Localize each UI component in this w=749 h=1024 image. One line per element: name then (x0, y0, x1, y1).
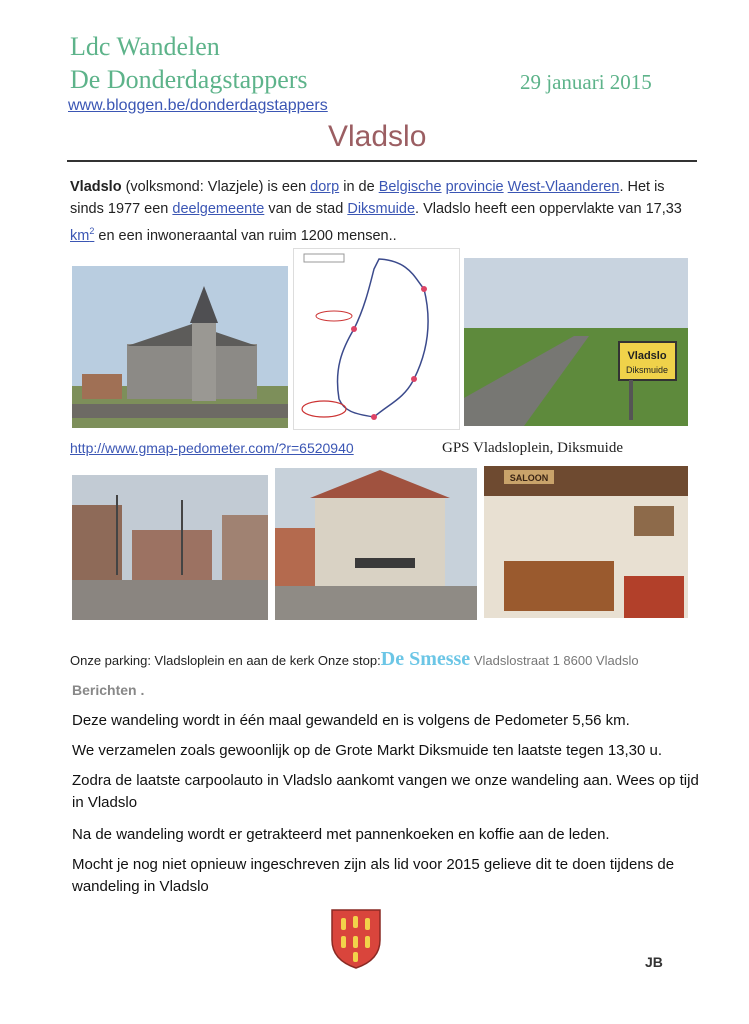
walk-date: 29 januari 2015 (520, 70, 652, 94)
intro-bold-name: Vladslo (70, 179, 122, 195)
route-map (293, 248, 460, 430)
link-dorp[interactable]: dorp (310, 179, 340, 195)
saloon-sign: SALOON (509, 473, 549, 483)
link-km[interactable]: $km^2$ (70, 226, 95, 244)
sign-line-1: Vladslo (627, 350, 667, 362)
coat-of-arms-icon (328, 906, 384, 970)
club-name (70, 30, 308, 96)
message-paragraph: Zodra de laatste carpoolauto in Vladslo aankomt vangen we onze wandeling aan. Wees op tijd in Vladslo (72, 772, 699, 811)
message-paragraph: Mocht je nog niet opnieuw ingeschreven zijn als lid voor 2015 gelieve dit te doen tijdens de wandeling in Vladslo (72, 856, 675, 895)
link-provincie[interactable]: provincie (445, 179, 504, 195)
cafe-exterior-photo (275, 468, 477, 620)
link-belgische[interactable]: Belgische (378, 179, 442, 195)
gps-location: GPS Vladsloplein, Diksmuide (442, 440, 623, 456)
parking-line (70, 648, 639, 671)
message-paragraph: Deze wandeling wordt in één maal gewandeld en is volgens de Pedometer 5,56 km. (72, 712, 630, 729)
link-deelgemeente[interactable]: deelgemeente (172, 201, 265, 217)
message-paragraph: We verzamelen zoals gewoonlijk op de Grote Markt Diksmuide ten laatste tegen 13,30 u. (72, 742, 663, 759)
page-title: Vladslo (328, 120, 427, 153)
gmap-pedometer-link[interactable]: http://www.gmap-pedometer.com/?r=6520940 (70, 440, 354, 456)
message-paragraph: Na de wandeling wordt er getrakteerd met pannenkoeken en koffie aan de leden. (72, 826, 610, 843)
signature: JB (645, 954, 663, 970)
sign-line-2: Diksmuide (625, 365, 669, 375)
berichten-heading: Berichten . (72, 682, 145, 698)
intro-paragraph (70, 176, 700, 247)
intro-text: van de stad (264, 201, 348, 217)
club-line-1: Ldc Wandelen (70, 32, 220, 61)
square-photo (72, 475, 268, 620)
intro-text: (volksmond: Vlazjele) is een (121, 179, 311, 195)
stop-name: De Smesse (380, 648, 471, 670)
intro-text: . Het is sinds 1977 een (70, 179, 665, 217)
parking-text: Onze parking: Vladsloplein en aan de kerk Onze stop: (70, 653, 381, 668)
intro-text: in de (339, 179, 379, 195)
title-divider (67, 160, 697, 162)
church-photo (72, 266, 288, 428)
intro-text: . Vladslo heeft een oppervlakte van 17,33 (415, 201, 682, 217)
club-line-2: De Donderdagstappers (70, 65, 308, 94)
intro-text: en een inwoneraantal van ruim 1200 mensen.. (94, 227, 397, 244)
link-west-vlaanderen[interactable]: West-Vlaanderen (507, 179, 620, 195)
saloon-interior-photo (484, 466, 688, 618)
blog-link[interactable]: www.bloggen.be/donderdagstappers (68, 97, 328, 114)
town-sign-photo (464, 258, 688, 426)
stop-address: Vladslostraat 1 8600 Vladslo (473, 653, 639, 668)
link-diksmuide[interactable]: Diksmuide (347, 201, 416, 217)
